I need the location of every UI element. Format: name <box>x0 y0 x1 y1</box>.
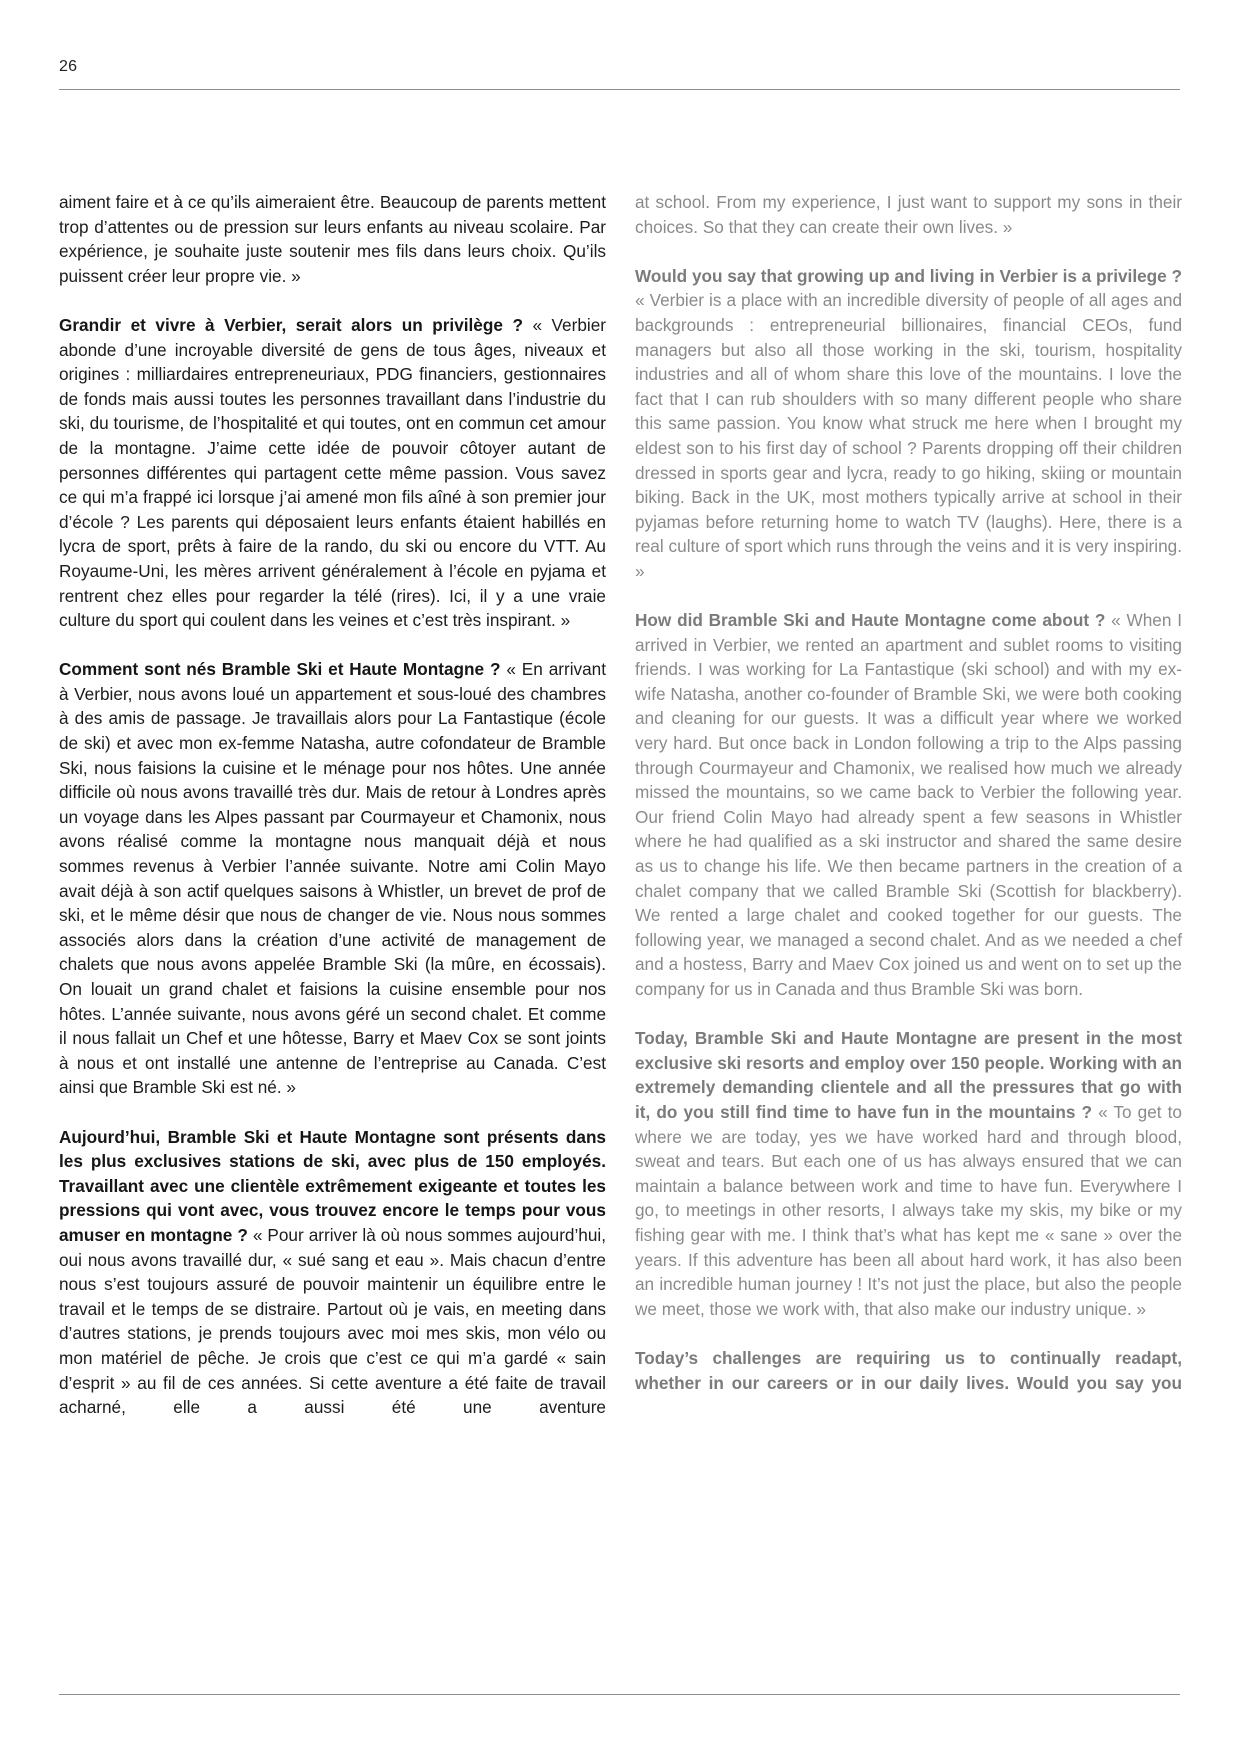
english-paragraph <box>635 190 1182 239</box>
french-paragraph <box>59 657 606 1100</box>
english-question: How did Bramble Ski and Haute Montagne come about ? <box>635 610 1106 631</box>
english-answer: « To get to where we are today, yes we have worked hard and through blood, sweat and tears. But each one of us has always ensured that we can maintain a balance between work and time to have fun. Everywhere I go, to meetings in other resorts, I always take my skis, my bike or my fishing gear with me. I think that’s what has kept me « sane » over the years. If this adventure has been all about hard work, it has also been an incredible human journey ! It’s not just the place, but also the people we meet, those we work with, that also make our industry unique. » <box>635 1101 1182 1319</box>
english-paragraph <box>635 1026 1182 1321</box>
english-paragraph <box>635 608 1182 1002</box>
english-question: Today, Bramble Ski and Haute Montagne are present in the most exclusive ski resorts and employ over 150 people. Working with an extremely demanding clientele and all the pressures that go with it, do you still find time to have fun in the mountains ? <box>635 1028 1182 1122</box>
french-answer: « Pour arriver là où nous sommes aujourd’hui, oui nous avons travaillé dur, « sué sang et eau ». Mais chacun d’entre nous s’est toujours assuré de pouvoir maintenir un équilibre entre le travail et le temps de se distraire. Partout où je vais, en meeting dans d’autres stations, je prends toujours avec moi mes skis, mon vélo ou mon matériel de pêche. Je crois que c’est ce qui m’a gardé « sain d’esprit » au fil de ces années. Si cette aventure a été faite de travail acharné, elle a aussi été une aventure <box>59 1224 607 1418</box>
french-question: Comment sont nés Bramble Ski et Haute Montagne ? <box>59 659 501 680</box>
french-column <box>59 190 606 1444</box>
french-paragraph <box>59 190 606 288</box>
french-paragraph <box>59 1125 606 1420</box>
english-question: Would you say that growing up and living in Verbier is a privilege ? <box>635 265 1182 286</box>
french-paragraph <box>59 313 606 633</box>
page-number: 26 <box>59 58 78 75</box>
english-answer: « Verbier is a place with an incredible diversity of people of all ages and backgrounds : entrepreneurial billionaires, financial CEOs, fund managers but also all those working in the ski, tourism, hospitality industries and all of whom share this love of the mountains. I love the fact that I can rub shoulders with so many different people who share this same passion. You know what struck me here when I brought my eldest son to his first day of school ? Parents dropping off their children dressed in sports gear and lycra, ready to go hiking, skiing or mountain biking. Back in the UK, most mothers typically arrive at school in their pyjamas before returning home to watch TV (laughs). Here, there is a real culture of sport which runs through the veins and it is very inspiring. » <box>635 290 1182 581</box>
french-question: Grandir et vivre à Verbier, serait alors un privilège ? <box>59 314 523 335</box>
english-paragraph <box>635 264 1182 584</box>
french-answer: « Verbier abonde d’une incroyable diversité de gens de tous âges, niveaux et origines : milliardaires entrepreneuriaux, PDG financiers, gestionnaires de fonds mais aussi toutes les personnes travaillant dans l’industrie du ski, du tourisme, de l’hospitalité et qui toutes, ont en commun cet amour de la montagne. J’aime cette idée de pouvoir côtoyer autant de personnes différentes qui partagent cette même passion. Vous savez ce qui m’a frappé ici lorsque j’ai amené mon fils aîné à son premier jour d’école ? Les parents qui déposaient leurs enfants étaient habillés en lycra de sport, prêts à faire de la rando, du ski ou encore du VTT. Au Royaume-Uni, les mères arrivent généralement à l’école en pyjama et rentrent chez elles pour regarder la télé (rires). Ici, il y a une vraie culture du sport qui coulent dans les veines et c’est très inspirant. » <box>59 314 606 631</box>
footer-divider <box>59 1694 1180 1695</box>
french-answer: « En arrivant à Verbier, nous avons loué un appartement et sous-loué des chambres à des amis de passage. Je travaillais alors pour La Fantastique (école de ski) et avec mon ex-femme Natasha, autre cofondateur de Bramble Ski, nous faisions la cuisine et le ménage pour nos hôtes. Une année difficile où nous avons travaillé très dur. Mais de retour à Londres après un voyage dans les Alpes passant par Courmayeur et Chamonix, nous avons réalisé comme la montagne nous manquait déjà et nous sommes revenus à Verbier l’année suivante. Notre ami Colin Mayo avait déjà à son actif quelques saisons à Whistler, un brevet de prof de ski, et le même désir que nous de changer de vie. Nous nous sommes associés alors dans la création d’une activité de management de chalets que nous avons appelée Bramble Ski (la mûre, en écossais). On louait un grand chalet et faisions la cuisine ensemble pour nos hôtes. L’année suivante, nous avons géré un second chalet. Et comme il nous fallait un Chef et une hôtesse, Barry et Maev Cox se sont joints à nous et ont installé une antenne de l’entreprise au Canada. C’est ainsi que Bramble Ski est né. » <box>59 659 607 1098</box>
english-answer: at school. From my experience, I just want to support my sons in their choices. So that they can create their own lives. » <box>635 192 1182 237</box>
french-question: Aujourd’hui, Bramble Ski et Haute Montagne sont présents dans les plus exclusives stations de ski, avec plus de 150 employés. Travaillant avec une clientèle extrêmement exigeante et toutes les pressions qui vont avec, vous trouvez encore le temps pour vous amuser en montagne ? <box>59 1126 606 1245</box>
english-question: Today’s challenges are requiring us to continually readapt, whether in our careers or in our daily lives. Would you say you <box>635 1347 1182 1393</box>
header-divider <box>59 89 1180 90</box>
english-column <box>635 190 1182 1420</box>
french-answer: aiment faire et à ce qu’ils aimeraient être. Beaucoup de parents mettent trop d’attentes ou de pression sur leurs enfants au niveau scolaire. Par expérience, je souhaite juste soutenir mes fils dans leurs choix. Qu’ils puissent créer leur propre vie. » <box>59 192 606 286</box>
english-paragraph <box>635 1346 1182 1395</box>
english-answer: « When I arrived in Verbier, we rented an apartment and sublet rooms to visiting friends. I was working for La Fantastique (ski school) and with my ex-wife Natasha, another co-founder of Bramble Ski, we were both cooking and cleaning for our guests. It was a difficult year where we worked very hard. But once back in London following a trip to the Alps passing through Courmayeur and Chamonix, we realised how much we already missed the mountains, so we came back to Verbier the following year. Our friend Colin Mayo had already spent a few seasons in Whistler where he had qualified as a ski instructor and shared the same desire as us to change his life. We then became partners in the creation of a chalet company that we called Bramble Ski (Scottish for blackberry). We rented a large chalet and cooked together for our guests. The following year, we managed a second chalet. And as we needed a chef and a hostess, Barry and Maev Cox joined us and went on to set up the company for us in Canada and thus Bramble Ski was born. <box>635 610 1182 999</box>
